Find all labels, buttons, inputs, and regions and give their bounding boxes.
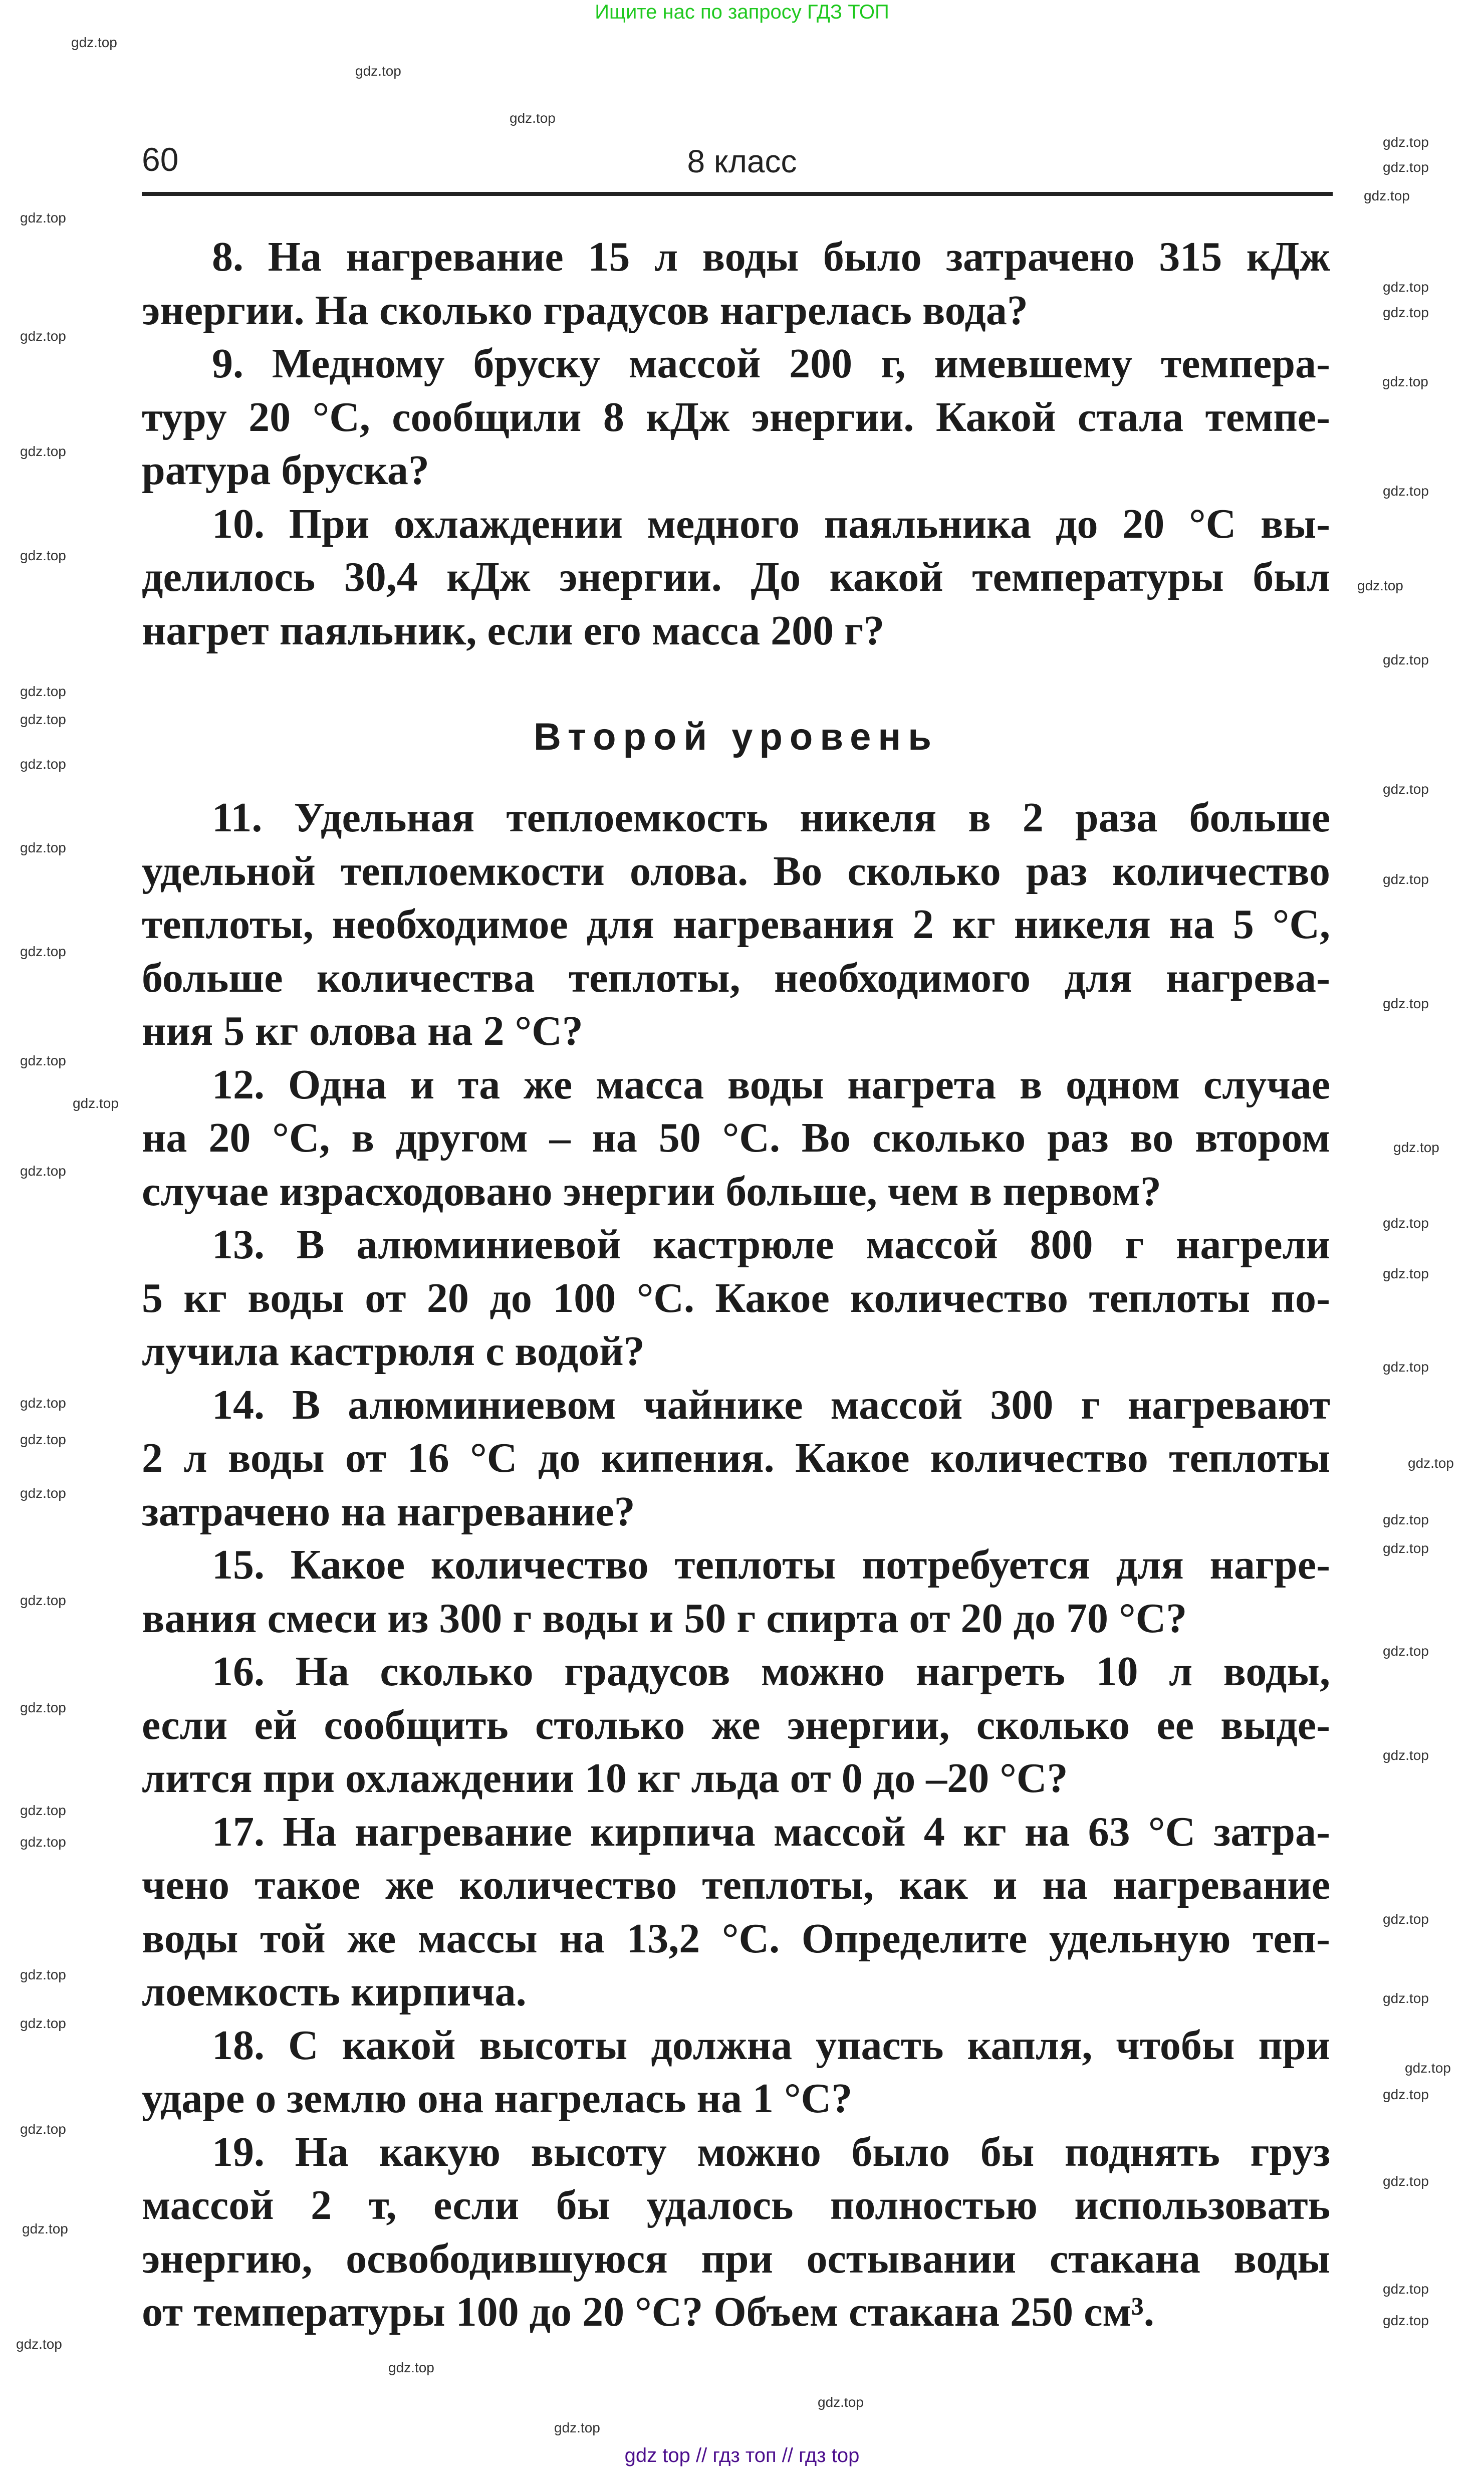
- problem-text: В алюминиевой кастрюле массой 800 г нагрели: [296, 1221, 1331, 1268]
- section-heading-block: [142, 657, 1330, 791]
- problem: [142, 1218, 1330, 1379]
- problem-number: 19.: [212, 2128, 265, 2175]
- problem-text: затрачено на нагревание?: [142, 1488, 635, 1535]
- problem-number: 12.: [212, 1061, 265, 1108]
- watermark: gdz.top: [20, 1432, 66, 1447]
- problem-text: При охлаждении медного паяльника до 20 °С вы-: [289, 500, 1331, 547]
- page-number: 60: [142, 141, 179, 178]
- watermark: gdz.top: [1383, 781, 1429, 797]
- watermark: gdz.top: [1383, 871, 1429, 887]
- problem-line: [142, 1005, 1330, 1058]
- problem: [142, 498, 1330, 658]
- problem-line: [142, 2232, 1330, 2286]
- header-divider: [142, 192, 1333, 196]
- watermark: gdz.top: [20, 443, 66, 459]
- watermark: gdz.top: [1383, 1215, 1429, 1231]
- watermark: gdz.top: [1383, 2281, 1429, 2297]
- problem-number: 10.: [212, 500, 265, 547]
- watermark: gdz.top: [20, 2015, 66, 2031]
- problem-line: [142, 1752, 1330, 1806]
- watermark: gdz.top: [1383, 1643, 1429, 1659]
- watermark: gdz.top: [1383, 996, 1429, 1011]
- problem-line: [142, 1218, 1330, 1272]
- problem-text: Какое количество теплоты потребуется для нагре-: [290, 1541, 1330, 1588]
- problem-line: [142, 2179, 1330, 2232]
- problem-line: [142, 2126, 1330, 2179]
- problem-line: [142, 2072, 1330, 2126]
- problem-text: В алюминиевом чайнике массой 300 г нагревают: [292, 1381, 1330, 1428]
- problem-text: на 20 °С, в другом – на 50 °С. Во сколько раз во втором: [142, 1114, 1330, 1161]
- problem-line: [142, 845, 1330, 899]
- problems-content: [142, 231, 1330, 2339]
- problem-line: [142, 1806, 1330, 1859]
- watermark: gdz.top: [20, 944, 66, 959]
- problem: [142, 337, 1330, 498]
- watermark: gdz.top: [1383, 1266, 1429, 1281]
- problem-text: На сколько градусов можно нагреть 10 л воды,: [295, 1648, 1331, 1695]
- watermark: gdz.top: [1383, 1747, 1429, 1763]
- problem-line: [142, 1165, 1330, 1219]
- problem-text: Одна и та же масса воды нагрета в одном случае: [288, 1061, 1331, 1108]
- watermark: gdz.top: [20, 328, 66, 344]
- problem-text: вания смеси из 300 г воды и 50 г спирта от 20 до 70 °С?: [142, 1595, 1187, 1642]
- problem-number: 14.: [212, 1381, 265, 1428]
- watermark: gdz.top: [1383, 1911, 1429, 1927]
- problem-text: ударе о землю она нагрелась на 1 °С?: [142, 2075, 853, 2122]
- problem-line: [142, 284, 1330, 338]
- problem-text: ния 5 кг олова на 2 °С?: [142, 1008, 583, 1054]
- top-banner: Ищите нас по запросу ГДЗ ТОП: [595, 1, 889, 23]
- problem-line: [142, 1645, 1330, 1699]
- problem: [142, 1379, 1330, 1539]
- problems-part-2: [142, 791, 1330, 2339]
- problem-text: энергию, освободившуюся при остывании стакана воды: [142, 2235, 1330, 2282]
- problem-line: [142, 1965, 1330, 2019]
- problem-text: делилось 30,4 кДж энергии. До какой температуры был: [142, 554, 1330, 600]
- problem-line: [142, 1859, 1330, 1912]
- problem-text: чено такое же количество теплоты, как и на нагревание: [142, 1862, 1330, 1908]
- problem-line: [142, 1912, 1330, 1966]
- problem-line: [142, 231, 1330, 284]
- problem: [142, 1058, 1330, 1219]
- watermark: gdz.top: [818, 2394, 864, 2410]
- problem-text: нагрет паяльник, если его масса 200 г?: [142, 607, 885, 654]
- watermark: gdz.top: [510, 110, 556, 126]
- watermark: gdz.top: [1383, 279, 1429, 295]
- watermark: gdz.top: [20, 210, 66, 226]
- watermark: gdz.top: [1383, 305, 1429, 320]
- problem-text: На нагревание кирпича массой 4 кг на 63 °С затра-: [283, 1808, 1330, 1855]
- problem-line: [142, 337, 1330, 391]
- watermark: gdz.top: [1405, 2060, 1451, 2076]
- watermark: gdz.top: [554, 2420, 600, 2435]
- problem-text: Удельная теплоемкость никеля в 2 раза больше: [294, 794, 1330, 841]
- problem: [142, 791, 1330, 1058]
- problem-text: если ей сообщить столько же энергии, сколько ее выде-: [142, 1701, 1330, 1748]
- watermark: gdz.top: [1383, 159, 1429, 175]
- watermark: gdz.top: [20, 712, 66, 727]
- problem-line: [142, 1379, 1330, 1432]
- watermark: gdz.top: [20, 548, 66, 563]
- watermark: gdz.top: [1357, 578, 1403, 593]
- problem-number: 17.: [212, 1808, 265, 1855]
- problem-number: 16.: [212, 1648, 265, 1695]
- problem-text: 5 кг воды от 20 до 100 °С. Какое количество теплоты по-: [142, 1274, 1330, 1321]
- watermark: gdz.top: [1364, 188, 1410, 203]
- problem-line: [142, 1485, 1330, 1539]
- problem: [142, 1538, 1330, 1645]
- problem: [142, 231, 1330, 337]
- watermark: gdz.top: [71, 35, 117, 50]
- problem: [142, 1645, 1330, 1806]
- watermark: gdz.top: [1393, 1140, 1439, 1155]
- watermark: gdz.top: [1383, 1512, 1429, 1527]
- watermark: gdz.top: [20, 1834, 66, 1850]
- page-header-title: 8 класс: [687, 143, 797, 179]
- problem-number: 18.: [212, 2022, 265, 2069]
- problem-text: лоемкость кирпича.: [142, 1968, 527, 2015]
- problem-line: [142, 952, 1330, 1005]
- problem-number: 15.: [212, 1541, 265, 1588]
- watermark: gdz.top: [1383, 483, 1429, 499]
- problem-text: 2 л воды от 16 °С до кипения. Какое количество теплоты: [142, 1435, 1330, 1481]
- watermark: gdz.top: [1383, 1359, 1429, 1375]
- problem: [142, 2126, 1330, 2339]
- watermark: gdz.top: [1382, 374, 1428, 389]
- problem-line: [142, 791, 1330, 845]
- problem-text: теплоты, необходимое для нагревания 2 кг никеля на 5 °С,: [142, 901, 1330, 948]
- watermark: gdz.top: [22, 2221, 68, 2236]
- watermark: gdz.top: [20, 1700, 66, 1715]
- problem-text: случае израсходовано энергии больше, чем в первом?: [142, 1168, 1161, 1215]
- watermark: gdz.top: [16, 2336, 62, 2352]
- problem-line: [142, 551, 1330, 604]
- problem-line: [142, 898, 1330, 952]
- problem-text: Медному бруску массой 200 г, имевшему темпера-: [272, 340, 1331, 387]
- watermark: gdz.top: [20, 1395, 66, 1411]
- problem-text: больше количества теплоты, необходимого для нагрева-: [142, 954, 1330, 1001]
- problem-line: [142, 2019, 1330, 2073]
- problem-text: от температуры 100 до 20 °С? Объем стакана 250 см³.: [142, 2289, 1154, 2335]
- problem-line: [142, 1058, 1330, 1112]
- problem-line: [142, 1592, 1330, 1646]
- bottom-banner[interactable]: gdz top // гдз топ // гдз top: [624, 2444, 860, 2466]
- problem-line: [142, 444, 1330, 498]
- watermark: gdz.top: [20, 1163, 66, 1179]
- section-heading: Второй уровень: [534, 716, 938, 758]
- problem-line: [142, 1538, 1330, 1592]
- problem-line: [142, 1699, 1330, 1752]
- problem-number: 9.: [212, 340, 243, 387]
- problem-text: воды той же массы на 13,2 °С. Определите удельную теп-: [142, 1915, 1330, 1962]
- problem-line: [142, 1432, 1330, 1485]
- problem-text: удельной теплоемкости олова. Во сколько раз количество: [142, 847, 1330, 894]
- problem-line: [142, 391, 1330, 444]
- problem-text: энергии. На сколько градусов нагрелась вода?: [142, 287, 1028, 334]
- problem-line: [142, 1111, 1330, 1165]
- problem-text: С какой высоты должна упасть капля, чтобы при: [288, 2022, 1330, 2069]
- watermark: gdz.top: [73, 1095, 119, 1111]
- problems-part-1: [142, 231, 1330, 657]
- watermark: gdz.top: [1383, 134, 1429, 150]
- watermark: gdz.top: [1383, 2173, 1429, 2189]
- watermark: gdz.top: [20, 840, 66, 855]
- watermark: gdz.top: [20, 1967, 66, 1982]
- watermark: gdz.top: [1383, 2087, 1429, 2102]
- watermark: gdz.top: [1383, 652, 1429, 667]
- problem-line: [142, 604, 1330, 658]
- problem-line: [142, 498, 1330, 551]
- watermark: gdz.top: [20, 684, 66, 699]
- problem-text: лится при охлаждении 10 кг льда от 0 до –20 °С?: [142, 1755, 1068, 1802]
- problem-number: 13.: [212, 1221, 265, 1268]
- watermark: gdz.top: [1383, 2313, 1429, 2328]
- problem-text: На какую высоту можно было бы поднять груз: [295, 2128, 1331, 2175]
- problem: [142, 2019, 1330, 2126]
- problem: [142, 1806, 1330, 2019]
- problem-line: [142, 2286, 1330, 2339]
- watermark: gdz.top: [20, 2121, 66, 2137]
- problem-number: 11.: [212, 794, 263, 841]
- problem-text: туру 20 °С, сообщили 8 кДж энергии. Какой стала темпе-: [142, 393, 1330, 440]
- problem-text: На нагревание 15 л воды было затрачено 315 кДж: [268, 234, 1331, 280]
- problem-text: ратура бруска?: [142, 447, 429, 494]
- watermark: gdz.top: [20, 1803, 66, 1818]
- watermark: gdz.top: [1383, 1540, 1429, 1556]
- watermark: gdz.top: [355, 63, 401, 79]
- watermark: gdz.top: [1408, 1455, 1454, 1471]
- watermark: gdz.top: [388, 2360, 434, 2375]
- watermark: gdz.top: [20, 1593, 66, 1608]
- problem-line: [142, 1325, 1330, 1379]
- watermark: gdz.top: [1383, 1990, 1429, 2006]
- problem-text: лучила кастрюля с водой?: [142, 1328, 645, 1375]
- problem-line: [142, 1272, 1330, 1325]
- problem-text: массой 2 т, если бы удалось полностью использовать: [142, 2182, 1330, 2228]
- watermark: gdz.top: [20, 756, 66, 772]
- watermark: gdz.top: [20, 1053, 66, 1068]
- problem-number: 8.: [212, 234, 243, 280]
- watermark: gdz.top: [20, 1485, 66, 1501]
